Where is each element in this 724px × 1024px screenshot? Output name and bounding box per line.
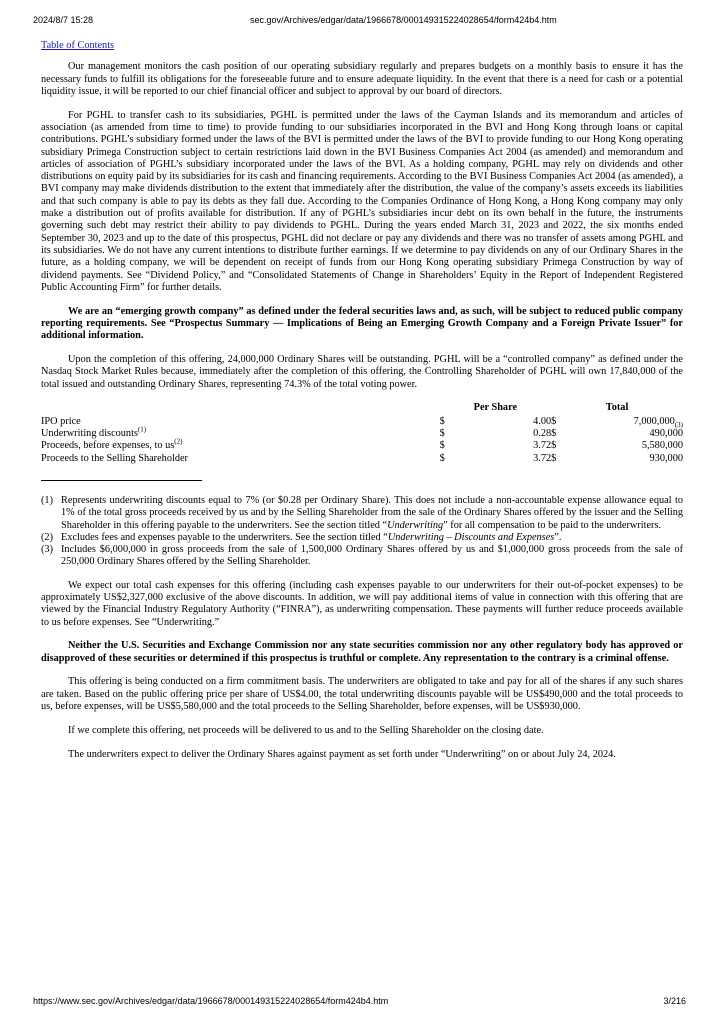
print-header-url: sec.gov/Archives/edgar/data/1966678/000149315224028654/form424b4.htm [250, 15, 557, 25]
footnote-ref: (2) [174, 437, 183, 446]
footnote-italic-ref: Underwriting [387, 519, 444, 531]
print-page-number: 3/216 [663, 996, 686, 1006]
paragraph-net-proceeds: If we complete this offering, net proceeds will be delivered to us and to the Selling Shareholder on the closing date. [68, 724, 544, 736]
paragraph-cash-expenses: We expect our total cash expenses for this offering (including cash expenses payable to our underwriters for their out-of-pocket expenses) to be approximately US$2,327,000 exclusive of the above discounts. In addition, we will pay additional items of value in connection with this offering that are viewed by the Financial Industry Regulatory Authority (“FINRA”), as underwriting compensation. These payments will further reduce proceeds available to us before expenses. See “Underwriting.” [41, 579, 683, 628]
per-share-value: 4.00 [533, 415, 552, 427]
table-row [41, 428, 683, 440]
footnote-3 [41, 544, 683, 569]
document-page [41, 40, 683, 772]
footnote-mark: (2) [41, 531, 54, 543]
row-label: Proceeds, before expenses, to us [41, 440, 175, 452]
total-value: 5,580,000 [641, 440, 683, 452]
footnote-divider [41, 480, 202, 481]
paragraph-sec-disclaimer: Neither the U.S. Securities and Exchange Commission nor any state securities commission nor any other regulatory body has approved or disapproved of these securities or determined if this prospectus is truthful or complete. Any representation to the contrary is a criminal offense. [41, 640, 683, 664]
footnote-text: Excludes fees and expenses payable to the underwriters. See the section titled “ [61, 531, 388, 543]
offering-table-header [41, 402, 683, 415]
col-total: Total [605, 402, 629, 414]
currency-symbol: $ [439, 415, 445, 427]
per-share-value: 3.72 [533, 440, 552, 452]
footnote-mark: (3) [41, 544, 54, 556]
footnote-text: Includes $6,000,000 in gross proceeds from the sale of 1,500,000 Ordinary Shares offered by us and $1,000,000 gross proceeds from the sale of 250,000 Ordinary Shares offered by the Selling Shareholder. [61, 544, 683, 568]
browser-print-footer [0, 996, 724, 1008]
table-row [41, 440, 683, 452]
row-label: Underwriting discounts [41, 428, 138, 440]
currency-symbol: $ [551, 428, 557, 440]
paragraph-delivery-date: The underwriters expect to deliver the Ordinary Shares against payment as set forth under “Underwriting” on or about July 24, 2024. [68, 748, 616, 760]
offering-table [41, 402, 683, 464]
row-label: Proceeds to the Selling Shareholder [41, 452, 188, 464]
currency-symbol: $ [551, 440, 557, 452]
browser-print-header [0, 15, 724, 27]
col-per-share: Per Share [473, 402, 518, 414]
paragraph-firm-commitment: This offering is being conducted on a firm commitment basis. The underwriters are obligated to take and pay for all of the shares if any such shares are taken. Based on the public offering price per share of US$4.00, the total underwriting discounts payable will be US$490,000 and the total proceeds to us, before expenses, will be US$5,580,000 and the total proceeds to the Selling Shareholder, before expenses, will be US$930,000. [41, 676, 683, 713]
footnote-text: Represents underwriting discounts equal to 7% (or $0.28 per Ordinary Share). This does not include a non-accountable expense allowance equal to 1% of the total gross proceeds received by us and by the Selling Shareholder from the sale of the Ordinary Shares offered by the issuer and the Selling Shareholder in this offering payable to the underwriters. See the section titled “ [61, 494, 683, 531]
table-of-contents-link[interactable]: Table of Contents [41, 40, 115, 51]
paragraph-cash-monitoring: Our management monitors the cash position of our operating subsidiary regularly and prepares budgets on a monthly basis to ensure it has the necessary funds to fulfill its obligations for the foreseeable future and to ensure adequate liquidity. In the event that there is a need for cash or a potential liquidity issue, it will be reported to our chief financial officer and subject to approval by our board of directors. [41, 61, 683, 97]
currency-symbol: $ [439, 452, 445, 464]
total-value: 490,000 [649, 428, 683, 440]
total-value: 7,000,000 [633, 415, 675, 427]
paragraph-emerging-growth: We are an “emerging growth company” as defined under the federal securities laws and, as such, will be subject to reduced public company reporting requirements. See “Prospectus Summary — Implications of Being an Emerging Growth Company and a Foreign Private Issuer” for additional information. [41, 305, 683, 342]
paragraph-controlled-company: Upon the completion of this offering, 24,000,000 Ordinary Shares will be outstanding. PGHL will be a “controlled company” as defined under the Nasdaq Stock Market Rules because, immediately after the completion of this offering, the Controlling Shareholder of PGHL will own 17,840,000 of the total issued and outstanding Ordinary Shares, representing 74.3% of the total voting power. [41, 354, 683, 390]
footnote-mark: (1) [41, 494, 54, 506]
footnotes [41, 495, 683, 569]
per-share-value: 0.28 [533, 428, 552, 440]
footnote-2 [41, 532, 683, 544]
table-row [41, 453, 683, 465]
currency-symbol: $ [551, 415, 557, 427]
per-share-value: 3.72 [533, 452, 552, 464]
footnote-italic-ref: Underwriting – Discounts and Expenses [387, 531, 555, 543]
currency-symbol: $ [551, 452, 557, 464]
footnote-1 [41, 495, 683, 532]
print-datetime: 2024/8/7 15:28 [33, 15, 94, 25]
footnote-tail: ” for all compensation to be paid to the underwriters. [443, 519, 662, 531]
print-footer-url: https://www.sec.gov/Archives/edgar/data/1966678/000149315224028654/form424b4.htm [33, 996, 389, 1006]
footnote-ref: (1) [137, 425, 147, 434]
paragraph-cash-transfer: For PGHL to transfer cash to its subsidiaries, PGHL is permitted under the laws of the Cayman Islands and its memorandum and articles of association (as amended from time to time) to provide funding to our subsidiaries incorporated in the BVI and Hong Kong through loans or capital contributions. PGHL’s subsidiary formed under the laws of the BVI is permitted under the laws of the BVI to provide funding to our Hong Kong operating subsidiary Primega Construction subject to certain restrictions laid down in the BVI Business Companies Act 2004 (as amended) and memorandum and articles of association of PGHL’s subsidiary incorporated under the laws of the BVI. As a holding company, PGHL may rely on dividends and other distributions on equity paid by its subsidiaries for its cash and financing requirements. According to the BVI Business Companies Act 2004 (as amended), a BVI company may make dividends distribution to the extent that immediately after the distribution, the value of the company’s assets exceeds its liabilities and that such company is able to pay its debts as they fall due. According to the Companies Ordinance of Hong Kong, a Hong Kong company may only make a distribution out of profits available for distribution. If any of PGHL’s subsidiaries incur debt on its own behalf in the future, the instruments governing such debt may restrict their ability to pay dividends to PGHL. During the years ended March 31, 2023 and 2022, the six months ended September 30, 2023 and up to the date of this prospectus, PGHL did not declare or pay any dividends and there was no transfer of assets among PGHL and its subsidiaries. We do not have any current intentions to distribute further earnings. If we determine to pay dividends on any of our Ordinary Shares in the future, as a holding company, we will be dependent on receipt of funds from our Hong Kong operating subsidiary Primega Construction by way of dividend payments. See “Dividend Policy,” and “Consolidated Statements of Change in Shareholders’ Equity in the Report of Independent Registered Public Accounting Firm” for further details. [41, 109, 684, 293]
row-label: IPO price [41, 415, 81, 427]
currency-symbol: $ [439, 428, 445, 440]
footnote-ref: (3) [674, 420, 683, 429]
footnote-tail: ”. [554, 531, 562, 543]
total-value: 930,000 [649, 452, 683, 464]
currency-symbol: $ [439, 440, 445, 452]
